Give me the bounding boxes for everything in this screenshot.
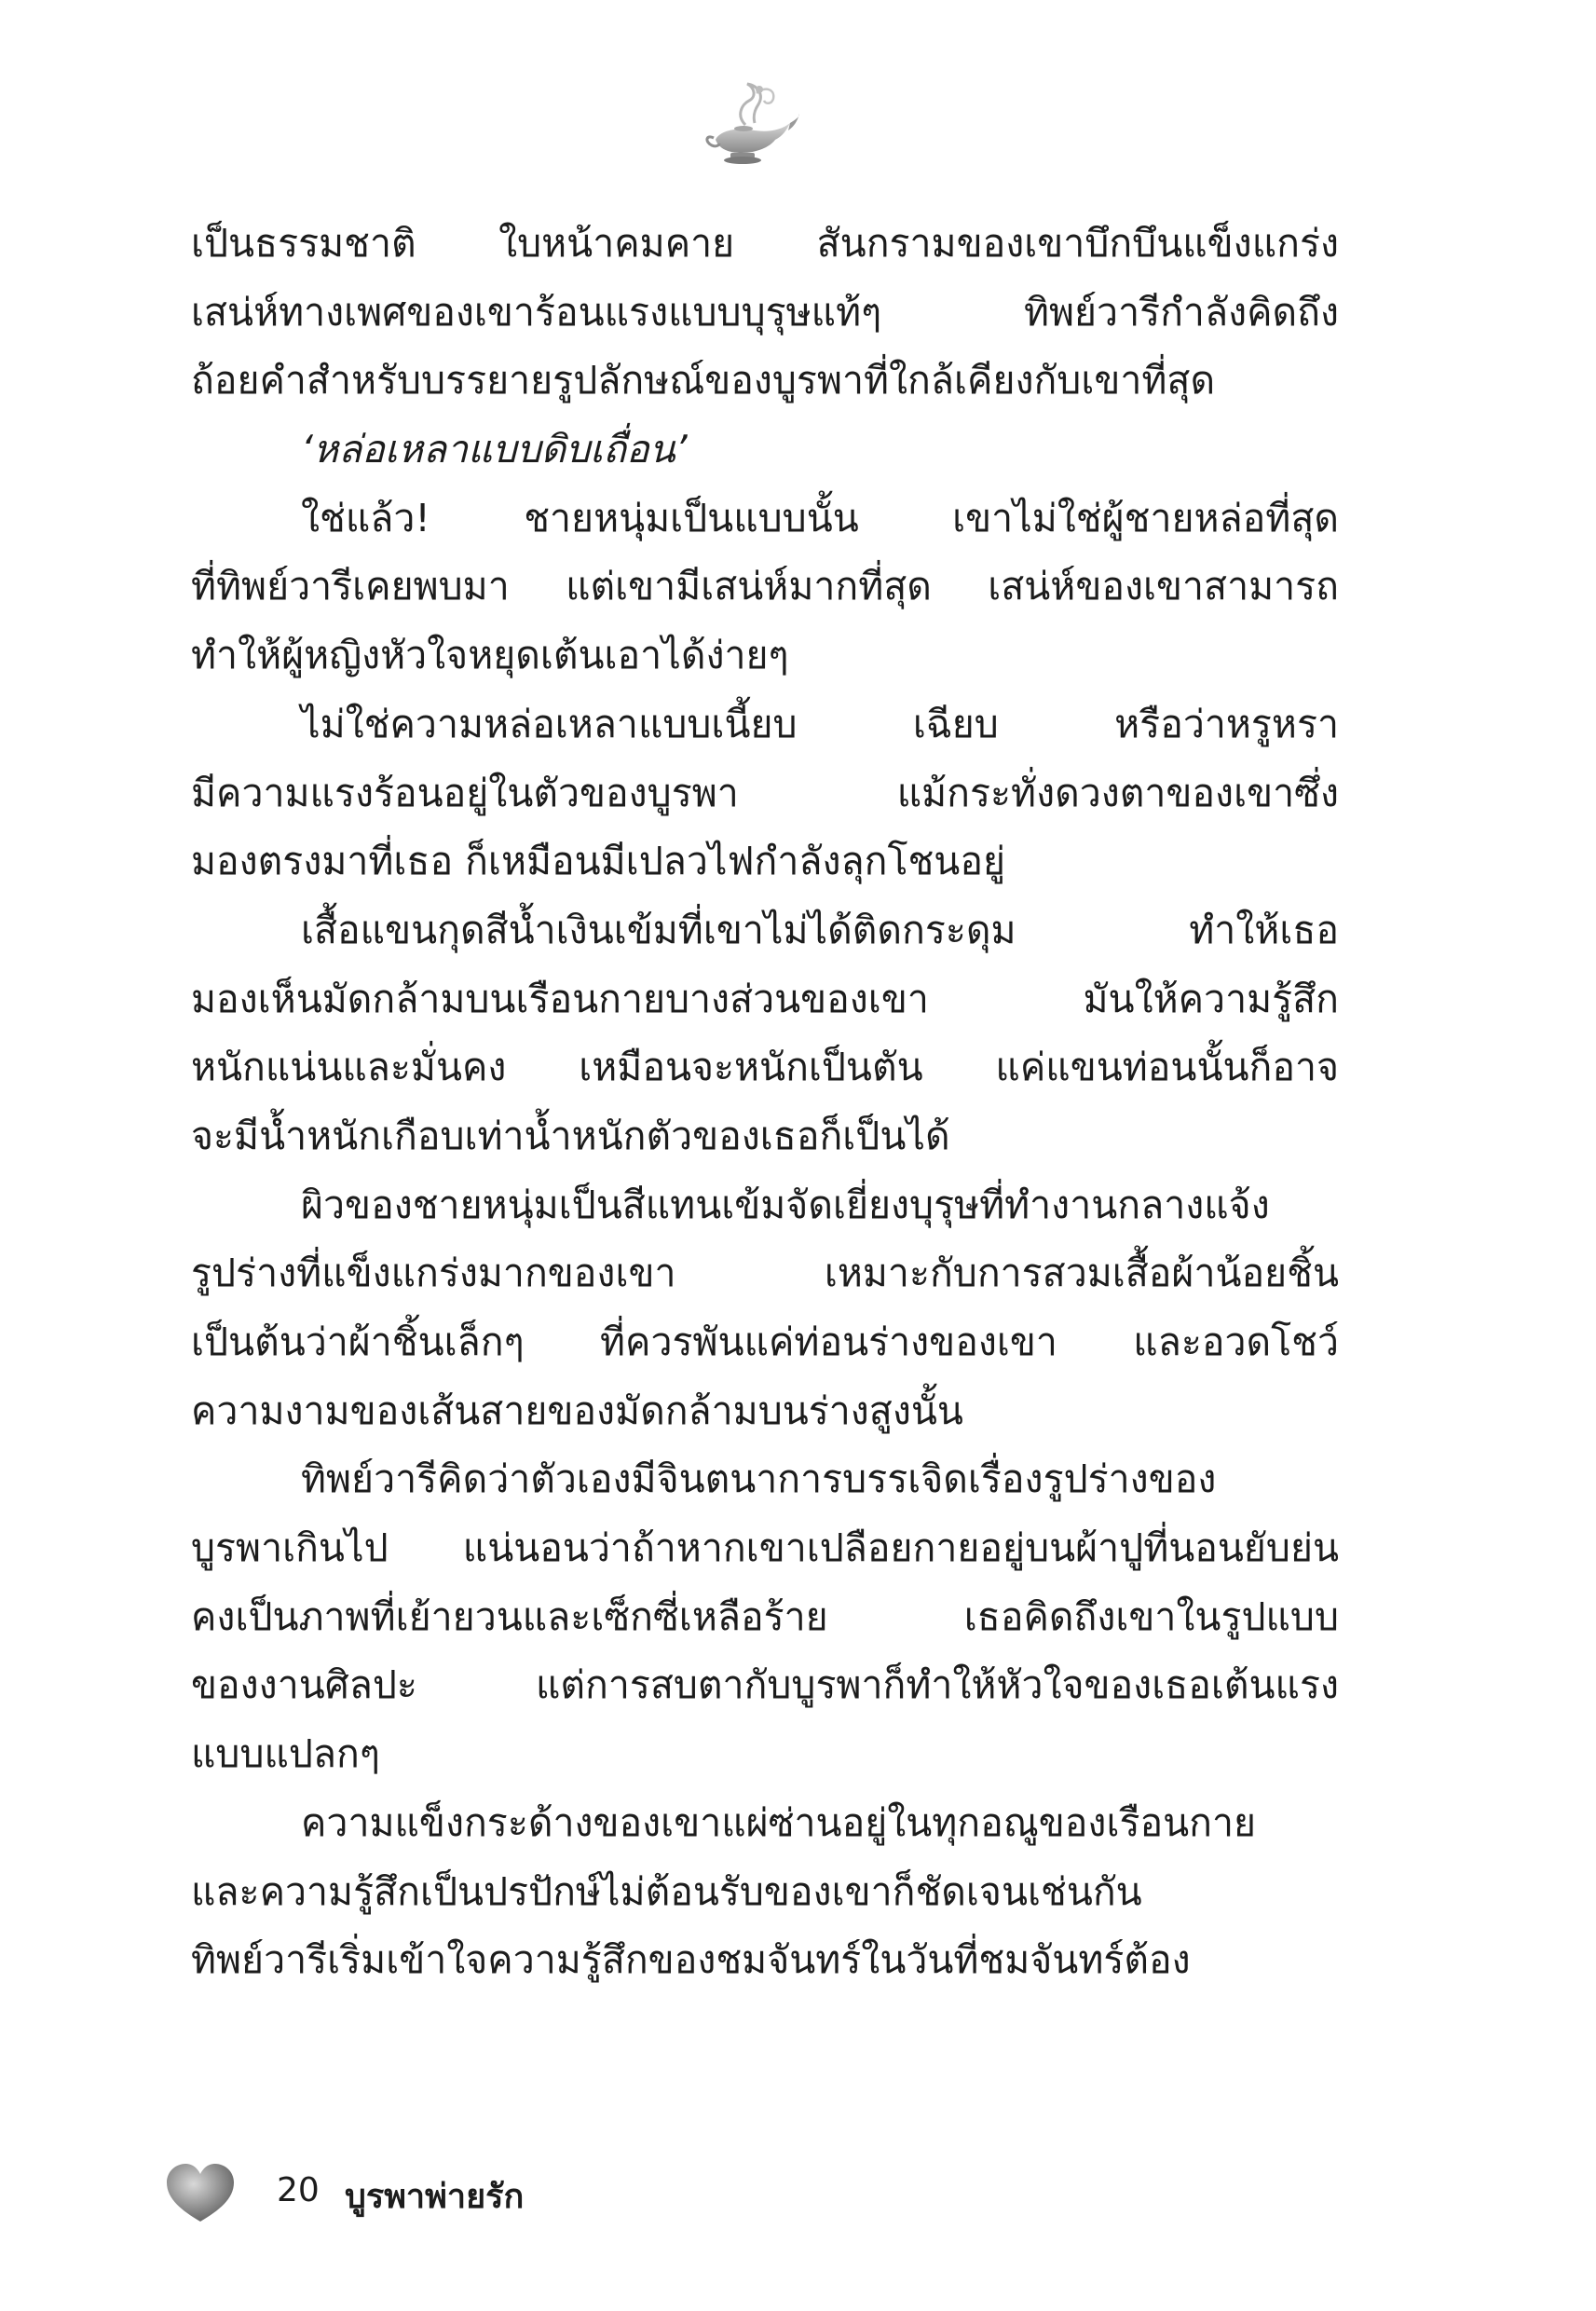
text-line: ของงานศิลปะ แต่การสบตากับบูรพาก็ทำให้หัวใจของเธอเต้นแรง: [191, 1662, 1339, 1708]
text-line: ไม่ใช่ความหล่อเหลาแบบเนี้ยบ เฉียบ หรือว่าหรูหรา: [301, 701, 1339, 746]
text-line: เสน่ห์ทางเพศของเขาร้อนแรงแบบบุรุษแท้ๆ ทิพย์วารีกำลังคิดถึง: [191, 289, 1339, 335]
text-line: ทิพย์วารีเริ่มเข้าใจความรู้สึกของชมจันทร์ในวันที่ชมจันทร์ต้อง: [191, 1937, 1191, 1983]
text-line: มีความแรงร้อนอยู่ในตัวของบูรพา แม้กระทั่งดวงตาของเขาซึ่ง: [191, 770, 1339, 815]
text-line: ถ้อยคำสำหรับบรรยายรูปลักษณ์ของบูรพาที่ใกล้เคียงกับเขาที่สุด: [191, 358, 1216, 403]
text-line: รูปร่างที่แข็งแกร่งมากของเขา เหมาะกับการสวมเสื้อผ้าน้อยชิ้น: [191, 1251, 1339, 1296]
paragraph: [191, 210, 1339, 416]
text-line: ความแข็งกระด้างของเขาแผ่ซ่านอยู่ในทุกอณูของเรือนกาย: [301, 1799, 1256, 1845]
text-line: เสื้อแขนกุดสีน้ำเงินเข้มที่เขาไม่ได้ติดกระดุม ทำให้เธอ: [301, 907, 1339, 952]
page-footer: [163, 2160, 722, 2235]
text-line: ที่ทิพย์วารีเคยพบมา แต่เขามีเสน่ห์มากที่สุด เสน่ห์ของเขาสามารถ: [191, 564, 1339, 609]
text-line: ใช่แล้ว! ชายหนุ่มเป็นแบบนั้น เขาไม่ใช่ผู้ชายหล่อที่สุด: [301, 495, 1339, 540]
genie-lamp-icon: [701, 76, 801, 170]
text-line: เป็นต้นว่าผ้าชิ้นเล็กๆ ที่ควรพันแค่ท่อนร่างของเขา และอวดโชว์: [191, 1320, 1339, 1364]
paragraph: [191, 1171, 1339, 1446]
paragraph: [191, 896, 1339, 1171]
paragraph: [191, 485, 1339, 691]
paragraph: [191, 1445, 1339, 1788]
text-line: จะมีน้ำหนักเกือบเท่าน้ำหนักตัวของเธอก็เป็นได้: [191, 1113, 950, 1158]
text-line: ผิวของชายหนุ่มเป็นสีแทนเข้มจัดเยี่ยงบุรุษที่ทำงานกลางแจ้ง: [301, 1182, 1270, 1227]
text-line: เป็นธรรมชาติ ใบหน้าคมคาย สันกรามของเขาบึกบึนแข็งแกร่ง: [191, 221, 1339, 266]
paragraph: [191, 416, 1339, 485]
heart-icon: [163, 2160, 238, 2225]
book-title: บูรพาพ่ายรัก: [345, 2178, 525, 2216]
text-line: มองเห็นมัดกล้ามบนเรือนกายบางส่วนของเขา มันให้ความรู้สึก: [191, 976, 1339, 1021]
page-number: 20: [277, 2171, 320, 2209]
paragraph: [191, 1789, 1339, 1995]
text-line: มองตรงมาที่เธอ ก็เหมือนมีเปลวไฟกำลังลุกโชนอยู่: [191, 839, 1005, 884]
text-line: ความงามของเส้นสายของมัดกล้ามบนร่างสูงนั้น: [191, 1388, 963, 1433]
body-text: [191, 210, 1339, 1995]
text-line: ทิพย์วารีคิดว่าตัวเองมีจินตนาการบรรเจิดเรื่องรูปร่างของ: [301, 1456, 1217, 1502]
text-line: แบบแปลกๆ: [191, 1731, 380, 1777]
text-line: และความรู้สึกเป็นปรปักษ์ไม่ต้อนรับของเขาก็ชัดเจนเช่นกัน: [191, 1868, 1142, 1914]
text-line: ‘หล่อเหลาแบบดิบเถื่อน’: [301, 427, 688, 472]
text-line: คงเป็นภาพที่เย้ายวนและเซ็กซี่เหลือร้าย เธอคิดถึงเขาในรูปแบบ: [191, 1593, 1339, 1639]
text-line: ทำให้ผู้หญิงหัวใจหยุดเต้นเอาได้ง่ายๆ: [191, 633, 789, 678]
text-line: บูรพาเกินไป แน่นอนว่าถ้าหากเขาเปลือยกายอยู่บนผ้าปูที่นอนยับย่น: [191, 1525, 1339, 1571]
text-line: หนักแน่นและมั่นคง เหมือนจะหนักเป็นตัน แค่แขนท่อนนั้นก็อาจ: [191, 1045, 1339, 1090]
paragraph: [191, 691, 1339, 896]
